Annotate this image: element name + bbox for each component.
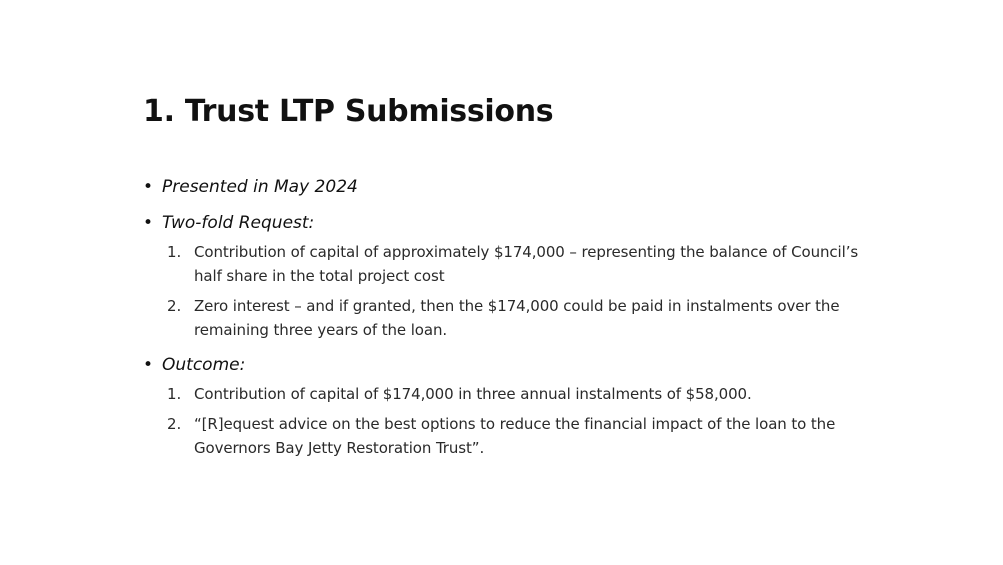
request-item-1: [143, 240, 863, 288]
list-item-text: Contribution of capital of $174,000 in three annual instalments of $58,000.: [194, 385, 752, 403]
bullet-marker: •: [143, 177, 154, 197]
bullet-text: Outcome:: [162, 355, 246, 375]
list-number: 1.: [167, 243, 182, 261]
list-item-text: “[R]equest advice on the best options to reduce the financial impact of the loan to the Governors Bay Jetty Restoration Trust”.: [194, 415, 836, 457]
bullet-text: Presented in May 2024: [162, 177, 358, 197]
request-item-2: [143, 294, 863, 342]
bullet-marker: •: [143, 213, 154, 233]
list-number: 1.: [167, 385, 182, 403]
slide-content: [143, 174, 863, 460]
list-number: 2.: [167, 297, 182, 315]
list-item-text: Contribution of capital of approximately $174,000 – representing the balance of Council’s half share in the total project cost: [194, 243, 859, 285]
outcome-item-2: [143, 412, 863, 460]
bullet-two-fold-request: [143, 210, 863, 236]
outcome-item-1: [143, 382, 863, 406]
list-item-text: Zero interest – and if granted, then the $174,000 could be paid in instalments over the remaining three years of the loan.: [194, 297, 840, 339]
slide-title: 1. Trust LTP Submissions: [143, 94, 554, 129]
bullet-text: Two-fold Request:: [162, 213, 315, 233]
bullet-marker: •: [143, 355, 154, 375]
list-number: 2.: [167, 415, 182, 433]
bullet-presented: [143, 174, 863, 200]
bullet-outcome: [143, 352, 863, 378]
